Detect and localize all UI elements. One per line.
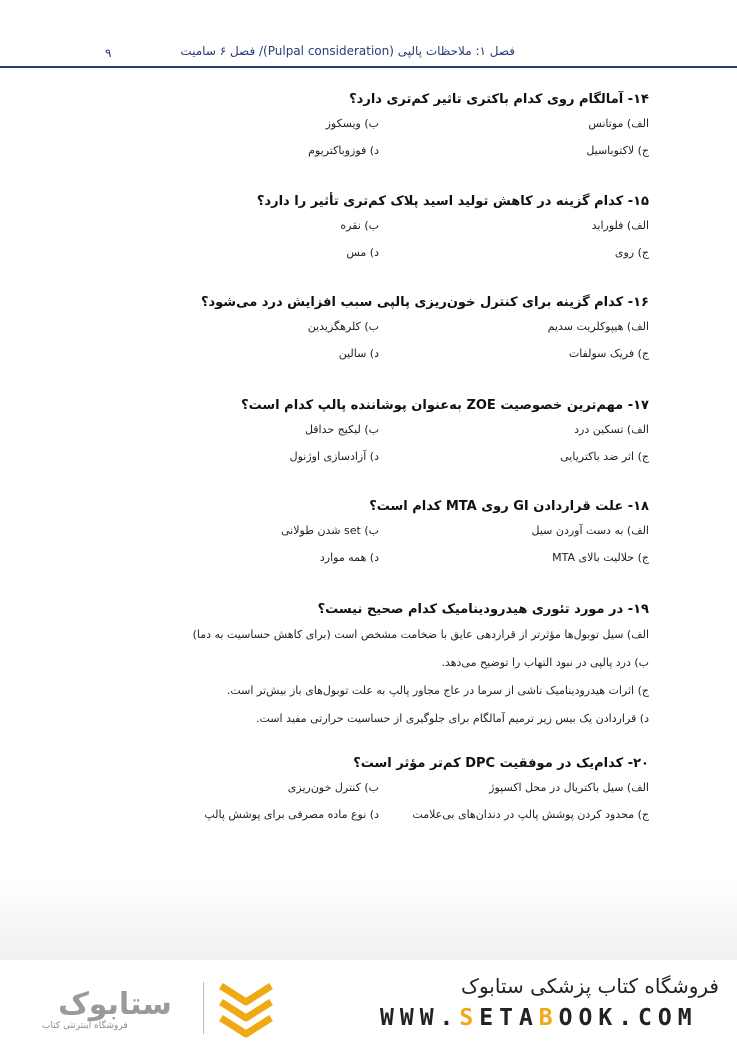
question-14	[69, 90, 649, 170]
option-a: الف) سیل توبول‌ها مؤثرتر از قراردهی عایق با ضخامت مشخص است (برای کاهش حساسیت به دما)	[192, 628, 649, 641]
logo-subtitle: فروشگاه اینترنتی کتاب	[42, 1021, 128, 1031]
option-c: ج) فریک سولفات	[568, 347, 649, 360]
shop-title: فروشگاه کتاب پزشکی ستابوک	[461, 974, 719, 998]
question-title: ۱۶- کدام گزینه برای کنترل خون‌ریزی پالپی سبب افزایش درد می‌شود؟	[200, 295, 649, 310]
option-a: الف) سیل باکتریال در محل اکسپوژ	[489, 781, 649, 794]
option-d: د) فوزوباکتریوم	[308, 144, 379, 157]
option-c: ج) روی	[614, 246, 649, 259]
option-a: الف) موتانس	[588, 117, 649, 130]
question-20	[69, 754, 649, 834]
option-b: ب) set شدن طولانی	[281, 524, 379, 537]
option-d: د) نوع ماده مصرفی برای پوشش پالپ	[204, 808, 379, 821]
svg-text:ستابوک: ستابوک	[58, 987, 172, 1022]
question-title: ۱۹- در مورد تئوری هیدرودینامیک کدام صحیح نیست؟	[317, 602, 649, 617]
logo-separator	[203, 982, 204, 1034]
shop-url[interactable]: WWW.SETABOOK.COM	[380, 1005, 698, 1031]
question-19	[69, 600, 649, 732]
option-a: الف) هیپوکلریت سدیم	[547, 320, 649, 333]
question-options	[69, 422, 649, 476]
option-a: الف) فلوراید	[591, 219, 649, 232]
option-b: ب) لیکیج حداقل	[304, 423, 379, 436]
question-title: ۱۵- کدام گزینه در کاهش تولید اسید پلاک کم‌تری تأثیر را دارد؟	[256, 194, 649, 209]
setabook-chevron-logo-icon	[215, 978, 277, 1038]
question-15	[69, 192, 649, 272]
option-c: ج) حلالیت بالای MTA	[552, 551, 649, 564]
option-c: ج) محدود کردن پوشش پالپ در دندان‌های بی‌علامت	[412, 808, 649, 821]
option-a: الف) تسکین درد	[574, 423, 649, 436]
question-title: ۲۰- کدام‌یک در موفقیت DPC کم‌تر مؤثر است؟	[353, 756, 649, 771]
option-d: د) مس	[346, 246, 379, 259]
option-d: د) قراردادن یک بیس زیر ترمیم آمالگام برای جلوگیری از حساسیت حرارتی مفید است.	[256, 712, 649, 725]
question-title: ۱۷- مهم‌ترین خصوصیت ZOE به‌عنوان پوشاننده پالپ کدام است؟	[241, 398, 649, 413]
option-b: ب) ویسکوز	[325, 117, 379, 130]
question-options	[69, 780, 649, 834]
option-a: الف) به دست آوردن سیل	[531, 524, 649, 537]
page-number: ۹	[105, 46, 112, 60]
option-b: ب) کنترل خون‌ریزی	[287, 781, 379, 794]
option-c: ج) لاکتوباسیل	[586, 144, 649, 157]
question-17	[69, 396, 649, 476]
option-c: ج) اثر ضد باکتریایی	[560, 450, 649, 463]
option-b: ب) کلرهگزیدین	[307, 320, 379, 333]
question-18	[69, 497, 649, 577]
question-options	[69, 319, 649, 373]
question-title: ۱۴- آمالگام روی کدام باکتری تاثیر کم‌تری دارد؟	[349, 92, 649, 107]
option-c: ج) اثرات هیدرودینامیک ناشی از سرما در عاج مجاور پالپ به علت توبول‌های باز بیش‌تر است.	[226, 684, 649, 697]
question-options	[69, 523, 649, 577]
question-options	[69, 116, 649, 170]
option-b: ب) نقره	[340, 219, 379, 232]
option-d: د) سالین	[338, 347, 379, 360]
question-options	[69, 218, 649, 272]
chapter-title: فصل ۱: ملاحظات پالپی (Pulpal consideration)/ فصل ۶ سامیت	[180, 44, 515, 58]
question-title: ۱۸- علت قراردادن GI روی MTA کدام است؟	[369, 499, 649, 514]
option-d: د) همه موارد	[319, 551, 379, 564]
question-16	[69, 293, 649, 373]
option-d: د) آزادسازی اوژنول	[289, 450, 379, 463]
option-b: ب) درد پالپی در نبود التهاب را توضیح می‌دهد.	[441, 656, 649, 669]
